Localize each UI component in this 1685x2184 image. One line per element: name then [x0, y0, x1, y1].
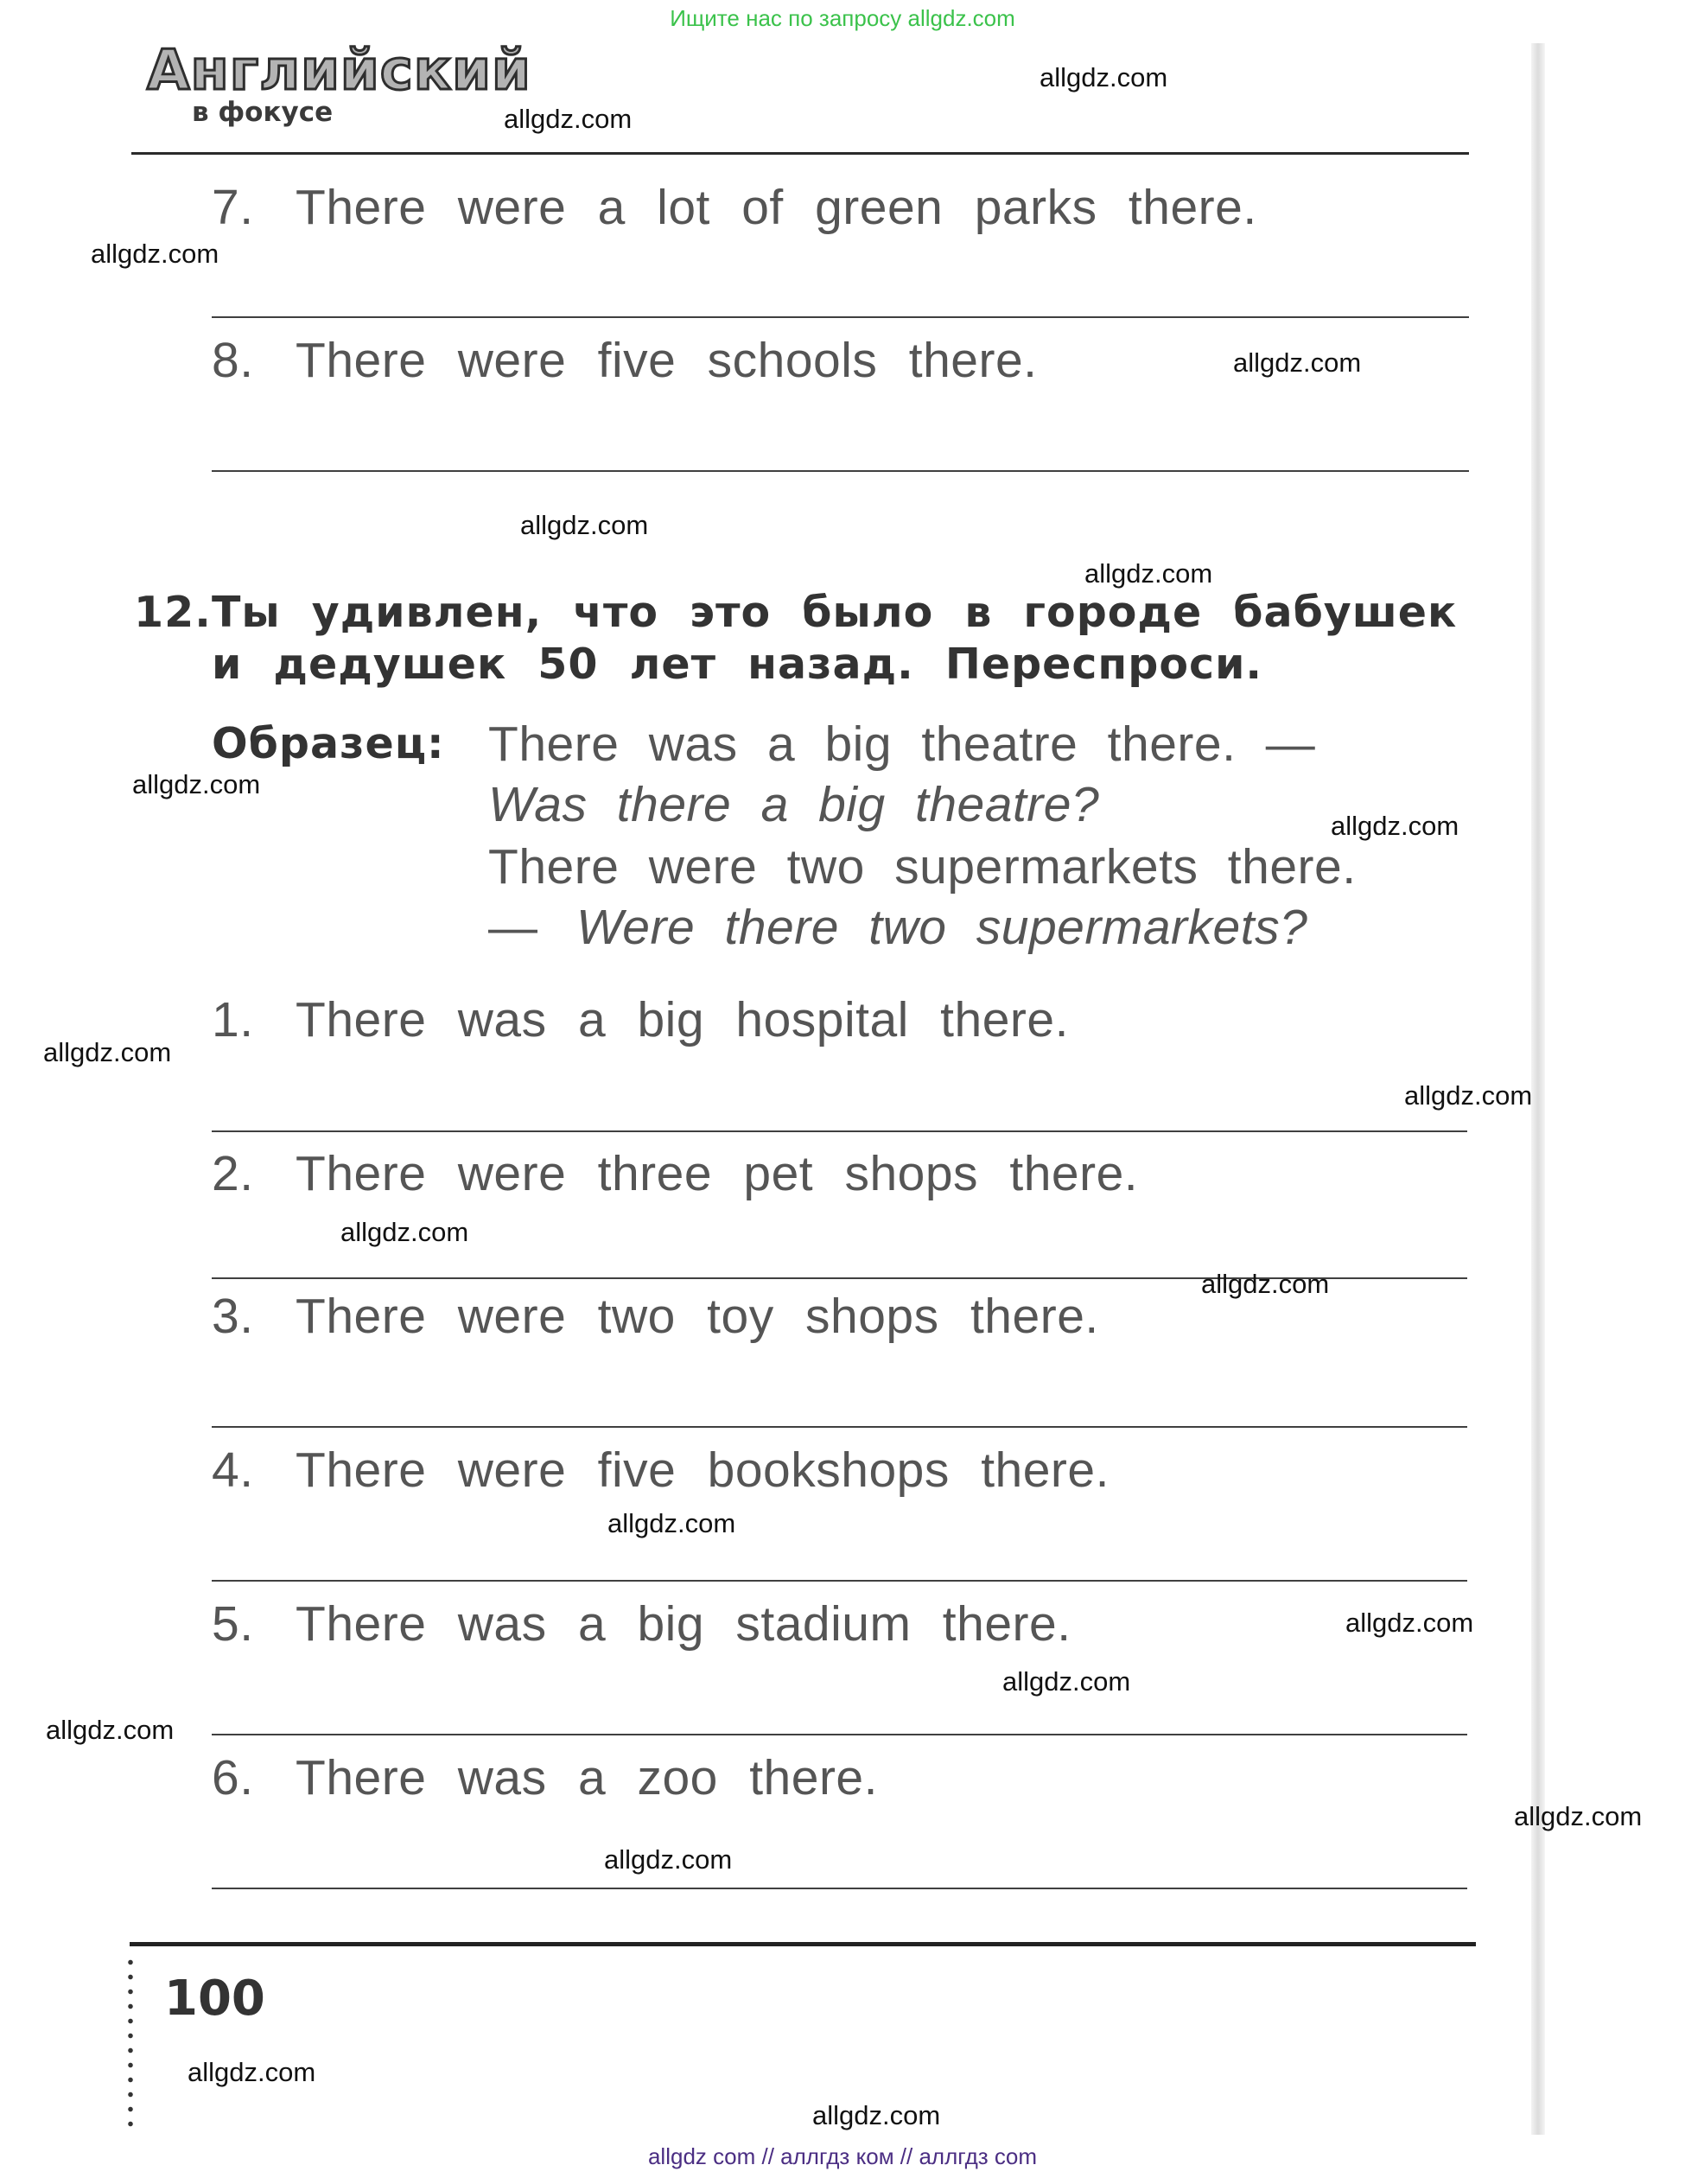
item-text: There were a lot of green parks there. — [296, 180, 1257, 235]
item-number: 4. — [212, 1442, 254, 1498]
item-text: There were five bookshops there. — [296, 1442, 1110, 1498]
header-rule — [131, 152, 1469, 155]
watermark: allgdz.com — [520, 510, 649, 540]
answer-line-4 — [212, 1580, 1467, 1582]
item-4 — [212, 1442, 1110, 1499]
item-number: 8. — [212, 333, 254, 388]
item-1 — [212, 991, 1069, 1048]
item-number: 5. — [212, 1596, 254, 1652]
watermark: allgdz.com — [1201, 1269, 1330, 1299]
watermark: allgdz.com — [812, 2100, 941, 2130]
sample-line-2: Was there a big theatre? — [488, 777, 1100, 832]
exercise-number: 12. — [134, 588, 212, 637]
answer-line-5 — [212, 1734, 1467, 1735]
answer-line-8 — [212, 470, 1469, 472]
watermark: allgdz.com — [46, 1715, 175, 1745]
answer-line-7 — [212, 316, 1469, 318]
logo-subtitle: в фокусе — [192, 97, 334, 128]
item-text: There were five schools there. — [296, 333, 1038, 388]
item-number: 6. — [212, 1750, 254, 1805]
item-text: There was a zoo there. — [296, 1750, 878, 1805]
item-5 — [212, 1595, 1071, 1652]
watermark: allgdz.com — [1331, 811, 1459, 841]
book-logo — [147, 39, 531, 128]
margin-dots — [128, 1955, 133, 2128]
watermark: allgdz.com — [132, 769, 261, 799]
watermark: allgdz.com — [1040, 62, 1168, 92]
watermark: allgdz.com — [188, 2057, 316, 2087]
item-number: 1. — [212, 992, 254, 1047]
item-text: There was a big hospital there. — [296, 992, 1069, 1047]
footer-rule — [130, 1942, 1476, 1946]
watermark: allgdz.com — [1233, 347, 1362, 378]
sample-line-4: Were there two supermarkets? — [576, 900, 1308, 955]
sample-label: Образец: — [212, 719, 445, 768]
item-text: There were two toy shops there. — [296, 1289, 1099, 1344]
sample-line-1: There was a big theatre there. — — [488, 716, 1316, 772]
answer-line-6 — [212, 1888, 1467, 1889]
watermark: allgdz.com — [91, 239, 219, 269]
task-line-2: и дедушек 50 лет назад. Переспроси. — [212, 640, 1263, 689]
answer-line-3 — [212, 1426, 1467, 1428]
watermark: allgdz.com — [604, 1844, 733, 1875]
watermark: allgdz.com — [1345, 1608, 1474, 1638]
watermark: allgdz.com — [1514, 1801, 1643, 1831]
watermark: allgdz.com — [1404, 1080, 1533, 1111]
sample-dash: — — [488, 900, 538, 955]
sample-line-3: There were two supermarkets there. — [488, 839, 1357, 895]
item-6 — [212, 1749, 878, 1806]
logo-title: Английский — [147, 39, 531, 103]
task-line-1: Ты удивлен, что это было в городе бабушек — [212, 588, 1458, 637]
page-number: 100 — [164, 1971, 265, 2027]
item-text: There were three pet shops there. — [296, 1146, 1139, 1201]
prev-item-8 — [212, 332, 1038, 389]
item-number: 7. — [212, 180, 254, 235]
watermark: allgdz.com — [504, 104, 633, 134]
item-number: 2. — [212, 1146, 254, 1201]
site-banner-top: Ищите нас по запросу allgdz.com — [670, 5, 1015, 31]
watermark: allgdz.com — [1084, 558, 1213, 589]
prev-item-7 — [212, 179, 1257, 236]
watermark: allgdz.com — [1002, 1666, 1131, 1697]
answer-line-1 — [212, 1130, 1467, 1132]
item-text: There was a big stadium there. — [296, 1596, 1071, 1652]
watermark: allgdz.com — [340, 1217, 469, 1247]
watermark: allgdz.com — [43, 1037, 172, 1067]
site-banner-bottom: allgdz com // аллгдз ком // аллгдз com — [647, 2143, 1038, 2169]
item-2 — [212, 1145, 1138, 1202]
watermark: allgdz.com — [607, 1508, 736, 1538]
item-3 — [212, 1288, 1099, 1345]
item-number: 3. — [212, 1289, 254, 1344]
